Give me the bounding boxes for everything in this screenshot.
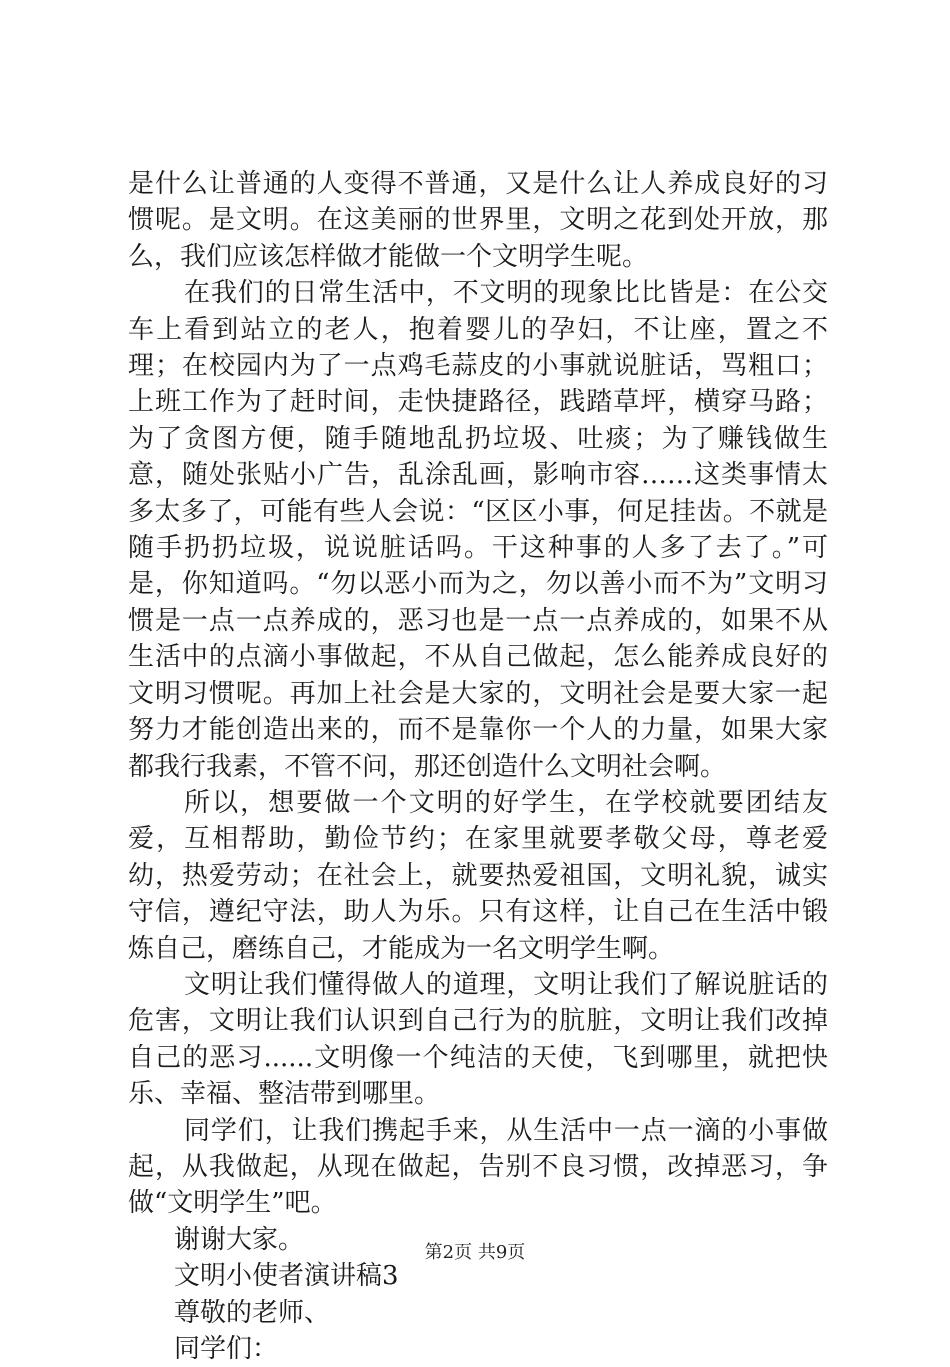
paragraph-thanks: 谢谢大家。 xyxy=(174,1224,305,1255)
speech-title: 文明小使者演讲稿3 xyxy=(174,1261,399,1292)
paragraph-intro: 是什么让普通的人变得不普通，又是什么让人养成良好的习惯呢。是文明。在这美丽的世界里，文明之花到处开放，那么，我们应该怎样做才能做一个文明学生呢。 xyxy=(128,169,828,272)
paragraph-civility-teaches: 文明让我们懂得做人的道理，文明让我们了解说脏话的危害，文明让我们认识到自己行为的肮脏，文明让我们改掉自己的恶习......文明像一个纯洁的天使，飞到哪里，就把快乐、幸福、整洁带到哪里。 xyxy=(128,969,828,1110)
paragraph-how-to-be-civil: 所以，想要做一个文明的好学生，在学校就要团结友爱，互相帮助，勤俭节约；在家里就要孝敬父母，尊老爱幼，热爱劳动；在社会上，就要热爱祖国，文明礼貌，诚实守信，遵纪守法，助人为乐。只有这样，让自己在生活中锻炼自己，磨练自己，才能成为一名文明学生啊。 xyxy=(128,787,828,964)
page-number-label: 第2页 共9页 xyxy=(424,1242,526,1263)
salutation-students: 同学们： xyxy=(174,1334,279,1364)
salutation-teachers: 尊敬的老师、 xyxy=(174,1297,331,1328)
page-footer xyxy=(0,1241,950,1265)
document-body xyxy=(128,166,828,1367)
paragraph-uncivil-behaviors: 在我们的日常生活中，不文明的现象比比皆是：在公交车上看到站立的老人，抱着婴儿的孕妇，不让座，置之不理；在校园内为了一点鸡毛蒜皮的小事就说脏话，骂粗口；上班工作为了赶时间，走快捷路径，践踏草坪，横穿马路；为了贪图方便，随手随地乱扔垃圾、吐痰；为了赚钱做生意，随处张贴小广告，乱涂乱画，影响市容……这类事情太多太多了，可能有些人会说：“区区小事，何足挂齿。不就是随手扔扔垃圾，说说脏话吗。干这种事的人多了去了。”可是，你知道吗。“勿以恶小而为之，勿以善小而不为”文明习惯是一点一点养成的，恶习也是一点一点养成的，如果不从生活中的点滴小事做起，不从自己做起，怎么能养成良好的文明习惯呢。再加上社会是大家的，文明社会是要大家一起努力才能创造出来的，而不是靠你一个人的力量，如果大家都我行我素，不管不问，那还创造什么文明社会啊。 xyxy=(128,278,828,782)
paragraph-call-to-action: 同学们，让我们携起手来，从生活中一点一滴的小事做起，从我做起，从现在做起，告别不良习惯，改掉恶习，争做“文明学生”吧。 xyxy=(128,1115,828,1219)
